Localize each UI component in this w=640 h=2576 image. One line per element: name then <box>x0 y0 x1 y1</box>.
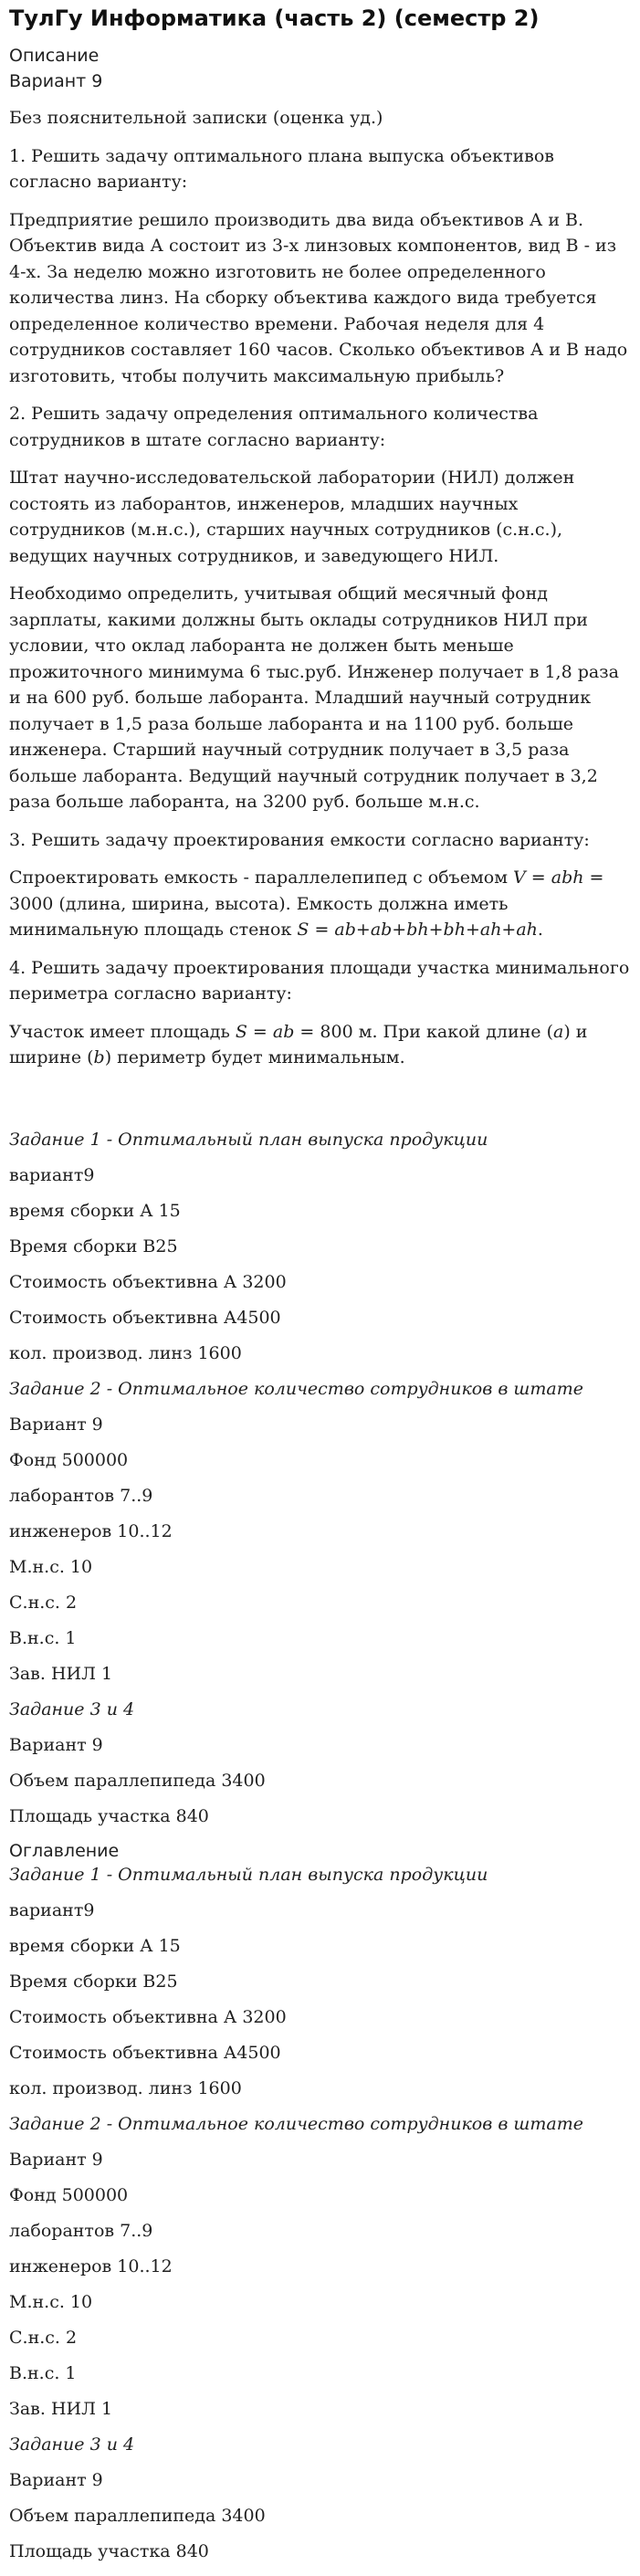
task-2-text-b: Необходимо определить, учитывая общий месячный фонд зарплаты, какими должны быть оклады сотрудников НИЛ при условии, что оклад лаборанта не должен быть меньше прожиточного минимума 6 тыс.руб. Инженер получает в 1,8 раза и на 600 руб. больше лаборанта. Младший научный сотрудник получает в 1,5 раза больше лаборанта и на 1100 руб. больше инженера. Старший научный сотрудник получает в 3,5 раза больше лаборанта. Ведущий научный сотрудник получает в 3,2 раза больше лаборанта, на 3200 руб. больше м.н.с. <box>9 584 619 813</box>
task-4-heading: 4. Решить задачу проектирования площади участка минимального периметра согласно варианту: <box>9 957 630 1004</box>
toc-item: Площадь участка 840 <box>9 2540 209 2561</box>
task-4-text-part: ) и ширине ( <box>9 1021 588 1068</box>
formula-var: a <box>553 1021 564 1042</box>
task-4-text-part: = 800 м. При какой длине ( <box>294 1021 553 1042</box>
toc-title: Оглавление <box>9 1840 120 1861</box>
toc-item: Фонд 500000 <box>9 2184 129 2205</box>
data-section-heading: Задание 1 - Оптимальный план выпуска продукции <box>9 1129 488 1150</box>
task-2-text-a: Штат научно-исследовательской лаборатории (НИЛ) должен состоять из лаборантов, инженеров, младших научных сотрудников (м.н.с.), старших научных сотрудников (с.н.с.), ведущих научных сотрудников, и заведующего НИЛ. <box>9 468 575 566</box>
data-item: Объем параллепипеда 3400 <box>9 1770 266 1791</box>
task-4-text-part: Участок имеет площадь <box>9 1021 236 1042</box>
task-3-text-part: . <box>537 920 543 941</box>
toc-item: Стоимость объективна А 3200 <box>9 2006 287 2027</box>
task-1-heading: 1. Решить задачу оптимального плана выпуска объективов согласно варианту: <box>9 145 554 193</box>
task-1-text: Предприятие решило производить два вида объективов А и В. Объектив вида А состоит из 3-х линзовых компонентов, вид В - из 4-х. За неделю можно изготовить не более определенного количества линз. На сборку объектива каждого вида требуется определенное количество времени. Рабочая неделя для 4 сотрудников составляет 160 часов. Сколько объективов А и В надо изготовить, чтобы получить максимальную прибыль? <box>9 209 628 386</box>
toc-item: время сборки А 15 <box>9 1935 181 1956</box>
data-item: инженеров 10..12 <box>9 1520 173 1541</box>
formula-var: ab+ab+bh+bh+ah+ah <box>334 920 538 941</box>
task-3-text-part: = 3000 (длина, ширина, высота). Емкость должна иметь минимальную площадь стенок <box>9 867 604 941</box>
data-item: В.н.с. 1 <box>9 1627 77 1648</box>
toc-item: Вариант 9 <box>9 2469 103 2490</box>
formula-var: S <box>235 1021 247 1042</box>
toc-item: С.н.с. 2 <box>9 2327 78 2348</box>
data-section-heading: Задание 3 и 4 <box>9 1698 135 1719</box>
toc-item: лаборантов 7..9 <box>9 2220 153 2241</box>
data-item: С.н.с. 2 <box>9 1592 78 1613</box>
formula-var: abh <box>551 867 584 888</box>
data-item: Время сборки В25 <box>9 1235 178 1256</box>
toc-item: Вариант 9 <box>9 2149 103 2170</box>
toc-item: инженеров 10..12 <box>9 2255 173 2276</box>
toc-item: Время сборки В25 <box>9 1971 178 1992</box>
toc-section-heading: Задание 3 и 4 <box>9 2434 135 2455</box>
data-item: Зав. НИЛ 1 <box>9 1663 113 1684</box>
toc-item: Зав. НИЛ 1 <box>9 2398 113 2419</box>
toc-item: М.н.с. 10 <box>9 2291 93 2312</box>
task-2-heading: 2. Решить задачу определения оптимального количества сотрудников в штате согласно варианту: <box>9 404 539 450</box>
data-item: лаборантов 7..9 <box>9 1485 153 1506</box>
toc-item: Стоимость объективна А4500 <box>9 2042 281 2063</box>
toc-item: В.н.с. 1 <box>9 2362 77 2383</box>
formula-var: S <box>297 920 310 941</box>
formula-var: b <box>93 1047 105 1068</box>
data-item: Площадь участка 840 <box>9 1805 209 1826</box>
toc-item: Объем параллепипеда 3400 <box>9 2505 266 2526</box>
toc-section-heading: Задание 2 - Оптимальное количество сотрудников в штате <box>9 2113 584 2134</box>
data-item: кол. производ. линз 1600 <box>9 1342 242 1363</box>
data-item: Вариант 9 <box>9 1734 103 1755</box>
toc-list <box>9 1864 631 2576</box>
data-item: М.н.с. 10 <box>9 1556 93 1577</box>
task-3-text-part: = <box>309 920 335 941</box>
data-item: Стоимость объективна А 3200 <box>9 1271 287 1292</box>
task-4-text <box>9 1019 631 1071</box>
toc-item: кол. производ. линз 1600 <box>9 2077 242 2098</box>
toc-item: вариант9 <box>9 1899 95 1920</box>
task-4-text-part: = <box>247 1021 273 1042</box>
variant-label: Вариант 9 <box>9 70 103 91</box>
formula-var: V <box>513 867 526 888</box>
task-3-text <box>9 865 631 943</box>
page-title: ТулГу Информатика (часть 2) (семестр 2) <box>9 5 540 31</box>
task-4-text-part: ) периметр будет минимальным. <box>104 1047 405 1068</box>
data-item: Стоимость объективна А4500 <box>9 1307 281 1328</box>
note-paragraph: Без пояснительной записки (оценка уд.) <box>9 108 383 129</box>
variant-data-block <box>9 1129 631 1841</box>
meta-block <box>9 44 631 94</box>
task-3-text-part: = <box>525 867 551 888</box>
formula-var: ab <box>272 1021 295 1042</box>
toc-section-heading: Задание 1 - Оптимальный план выпуска продукции <box>9 1864 488 1885</box>
data-item: Фонд 500000 <box>9 1449 129 1470</box>
task-3-text-part: Спроектировать емкость - параллелепипед с объемом <box>9 867 514 888</box>
description-label: Описание <box>9 46 100 66</box>
task-3-heading: 3. Решить задачу проектирования емкости согласно варианту: <box>9 829 590 850</box>
data-section-heading: Задание 2 - Оптимальное количество сотрудников в штате <box>9 1378 584 1399</box>
data-item: время сборки А 15 <box>9 1200 181 1221</box>
data-item: вариант9 <box>9 1164 95 1185</box>
data-item: Вариант 9 <box>9 1414 103 1435</box>
